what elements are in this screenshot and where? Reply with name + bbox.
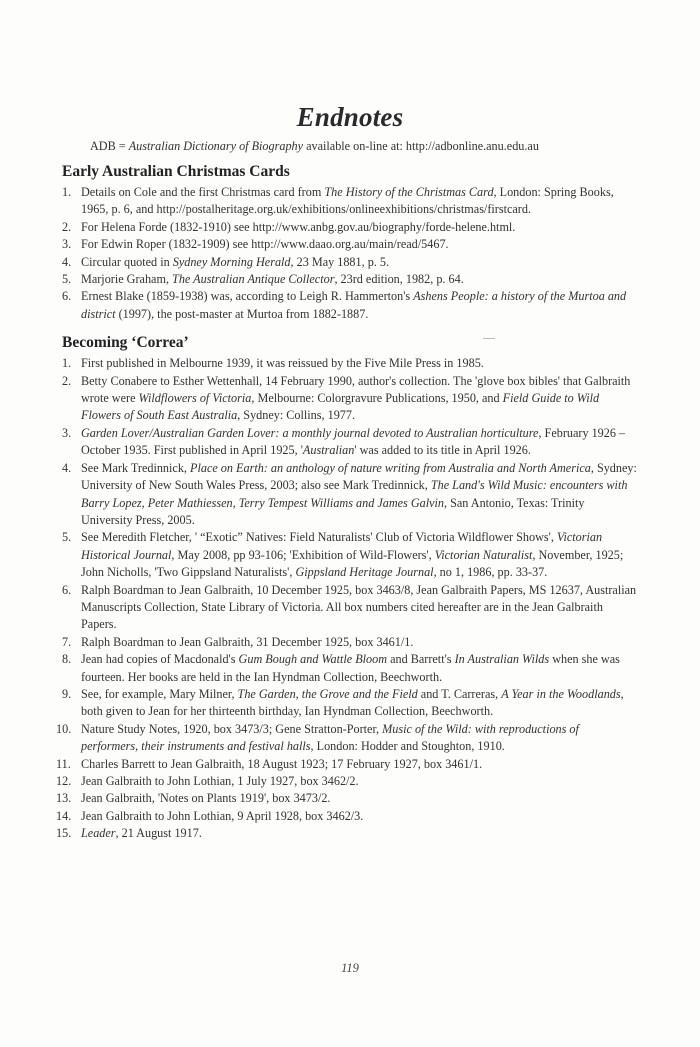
endnote-number: 5. <box>62 530 72 545</box>
endnote-number: 6. <box>62 582 72 597</box>
endnote-number: 3. <box>62 425 72 440</box>
endnote-number: 11. <box>56 756 71 771</box>
endnote-number: 4. <box>62 254 72 269</box>
endnote-item <box>62 219 637 236</box>
endnote-item <box>62 288 637 323</box>
abbreviation-suffix: available on-line at: http://adbonline.anu.edu.au <box>303 139 539 153</box>
page-number: 119 <box>341 961 359 975</box>
endnote-number: 5. <box>62 272 72 287</box>
endnote-item <box>56 721 637 756</box>
endnote-number: 15. <box>56 826 72 841</box>
endnote-text: Jean had copies of Macdonald's Gum Bough and Wattle Bloom and Barrett's In Australian Wilds when she was fourteen. Her books are held in the Ian Hyndman Collection, Beechworth. <box>81 652 620 684</box>
endnote-item <box>56 756 637 773</box>
endnote-text: Nature Study Notes, 1920, box 3473/3; Gene Stratton-Porter, Music of the Wild: with reproductions of performers, their instruments and festival halls, London: Hodder and Stoughton, 1910. <box>81 721 579 754</box>
endnotes-body <box>56 162 637 843</box>
endnote-text: See, for example, Mary Milner, The Garden, the Grove and the Field and T. Carreras, A Year in the Woodlands, both given to Jean for her thirteenth birthday, Ian Hyndman Collection, Beechworth. <box>81 686 624 719</box>
endnote-number: 7. <box>62 634 72 649</box>
abbreviation-prefix: ADB = <box>90 139 129 153</box>
endnote-item <box>56 773 637 790</box>
endnote-item <box>62 460 637 530</box>
endnote-number: 2. <box>62 219 72 234</box>
section-heading: Early Australian Christmas Cards <box>62 163 290 180</box>
endnote-text: Jean Galbraith to John Lothian, 1 July 1927, box 3462/2. <box>81 774 359 788</box>
endnote-item <box>56 808 637 825</box>
page-title: Endnotes <box>296 102 404 132</box>
abbreviation-note <box>90 139 650 154</box>
endnote-number: 6. <box>62 289 72 304</box>
pencil-mark <box>483 338 495 339</box>
endnote-text: Garden Lover/Australian Garden Lover: a monthly journal devoted to Australian horticulture, February 1926 – October 1935. First published in April 1925, 'Australian' was added to its title in April 1926. <box>81 425 626 458</box>
endnote-item <box>62 271 637 288</box>
endnote-number: 13. <box>56 791 72 806</box>
endnote-item <box>62 373 637 425</box>
endnote-item <box>62 236 637 253</box>
endnote-text: Ralph Boardman to Jean Galbraith, 10 December 1925, box 3463/8, Jean Galbraith Papers, MS 12637, Australian Manuscripts Collection, State Library of Victoria. All box numbers cited hereafter are in the Jean Galbraith Papers. <box>81 582 637 632</box>
endnote-number: 1. <box>62 356 72 371</box>
endnote-number: 8. <box>62 652 72 667</box>
abbreviation-title: Australian Dictionary of Biography <box>128 139 304 153</box>
endnote-number: 10. <box>56 721 72 736</box>
endnote-text: For Helena Forde (1832-1910) see http://www.anbg.gov.au/biography/forde-helene.html. <box>81 219 516 234</box>
endnote-text: Betty Conabere to Esther Wettenhall, 14 February 1990, author's collection. The 'glove box bibles' that Galbraith wrote were Wildflowers of Victoria, Melbourne: Colorgravure Publications, 1950, and Field Guide to Wild Flowers of South East Australia, Sydney: Collins, 1977. <box>81 373 631 423</box>
endnote-list <box>62 184 637 323</box>
endnote-number: 2. <box>62 373 72 388</box>
endnote-number: 4. <box>62 460 72 475</box>
endnote-item <box>62 425 637 460</box>
endnote-text: For Edwin Roper (1832-1909) see http://www.daao.org.au/main/read/5467. <box>81 237 449 252</box>
endnote-item <box>62 582 637 634</box>
endnote-item <box>56 825 637 842</box>
endnote-item <box>62 254 637 271</box>
endnote-text: Leader, 21 August 1917. <box>81 826 202 841</box>
endnote-text: Circular quoted in Sydney Morning Herald, 23 May 1881, p. 5. <box>81 254 390 269</box>
endnote-text: Charles Barrett to Jean Galbraith, 18 August 1923; 17 February 1927, box 3461/1. <box>81 756 483 771</box>
endnote-text: Details on Cole and the first Christmas card from The History of the Christmas Card, London: Spring Books, 1965, p. 6, and http://postalheritage.org.uk/exhibitions/onlineexhibitions/christmas/firstcard. <box>81 185 614 217</box>
endnote-list <box>56 355 637 842</box>
section-gap <box>62 323 637 333</box>
endnote-text: First published in Melbourne 1939, it was reissued by the Five Mile Press in 1985. <box>81 356 484 371</box>
endnote-text: Ralph Boardman to Jean Galbraith, 31 December 1925, box 3461/1. <box>81 634 414 649</box>
endnote-item <box>62 686 637 721</box>
endnote-text: Jean Galbraith to John Lothian, 9 April 1928, box 3462/3. <box>81 808 364 823</box>
endnote-number: 9. <box>62 686 72 701</box>
endnote-number: 14. <box>56 808 72 823</box>
endnote-item <box>56 790 637 807</box>
endnote-number: 12. <box>56 774 72 788</box>
endnote-number: 3. <box>62 237 72 252</box>
endnote-text: Jean Galbraith, 'Notes on Plants 1919', box 3473/2. <box>81 791 331 806</box>
endnote-item <box>62 184 637 219</box>
endnote-item <box>62 355 637 372</box>
endnote-item <box>62 651 637 686</box>
endnote-text: Marjorie Graham, The Australian Antique Collector, 23rd edition, 1982, p. 64. <box>81 272 464 287</box>
section-heading: Becoming ‘Correa’ <box>62 334 189 352</box>
endnote-number: 1. <box>62 185 72 199</box>
endnote-item <box>62 634 637 651</box>
endnote-text: See Mark Tredinnick, Place on Earth: an anthology of nature writing from Australia and North America, Sydney: University of New South Wales Press, 2003; also see Mark Tredinnick, The Land's Wild Music: encounters with Barry Lopez, Peter Mathiessen, Terry Tempest Williams and James Galvin, San Antonio, Texas: Trinity University Press, 2005. <box>81 460 637 527</box>
endnote-item <box>62 529 637 581</box>
endnote-text: Ernest Blake (1859-1938) was, according to Leigh R. Hammerton's Ashens People: a history of the Murtoa and district (1997), the post-master at Murtoa from 1882-1887. <box>81 289 627 321</box>
endnote-text: See Meredith Fletcher, ' “Exotic” Natives: Field Naturalists' Club of Victoria Wildflower Shows', Victorian Historical Journal, May 2008, pp 93-106; 'Exhibition of Wild-Flowers', Victorian Naturalist, November, 1925; John Nicholls, 'Two Gippsland Naturalists', Gippsland Heritage Journal, no 1, 1986, pp. 33-37. <box>81 530 624 580</box>
